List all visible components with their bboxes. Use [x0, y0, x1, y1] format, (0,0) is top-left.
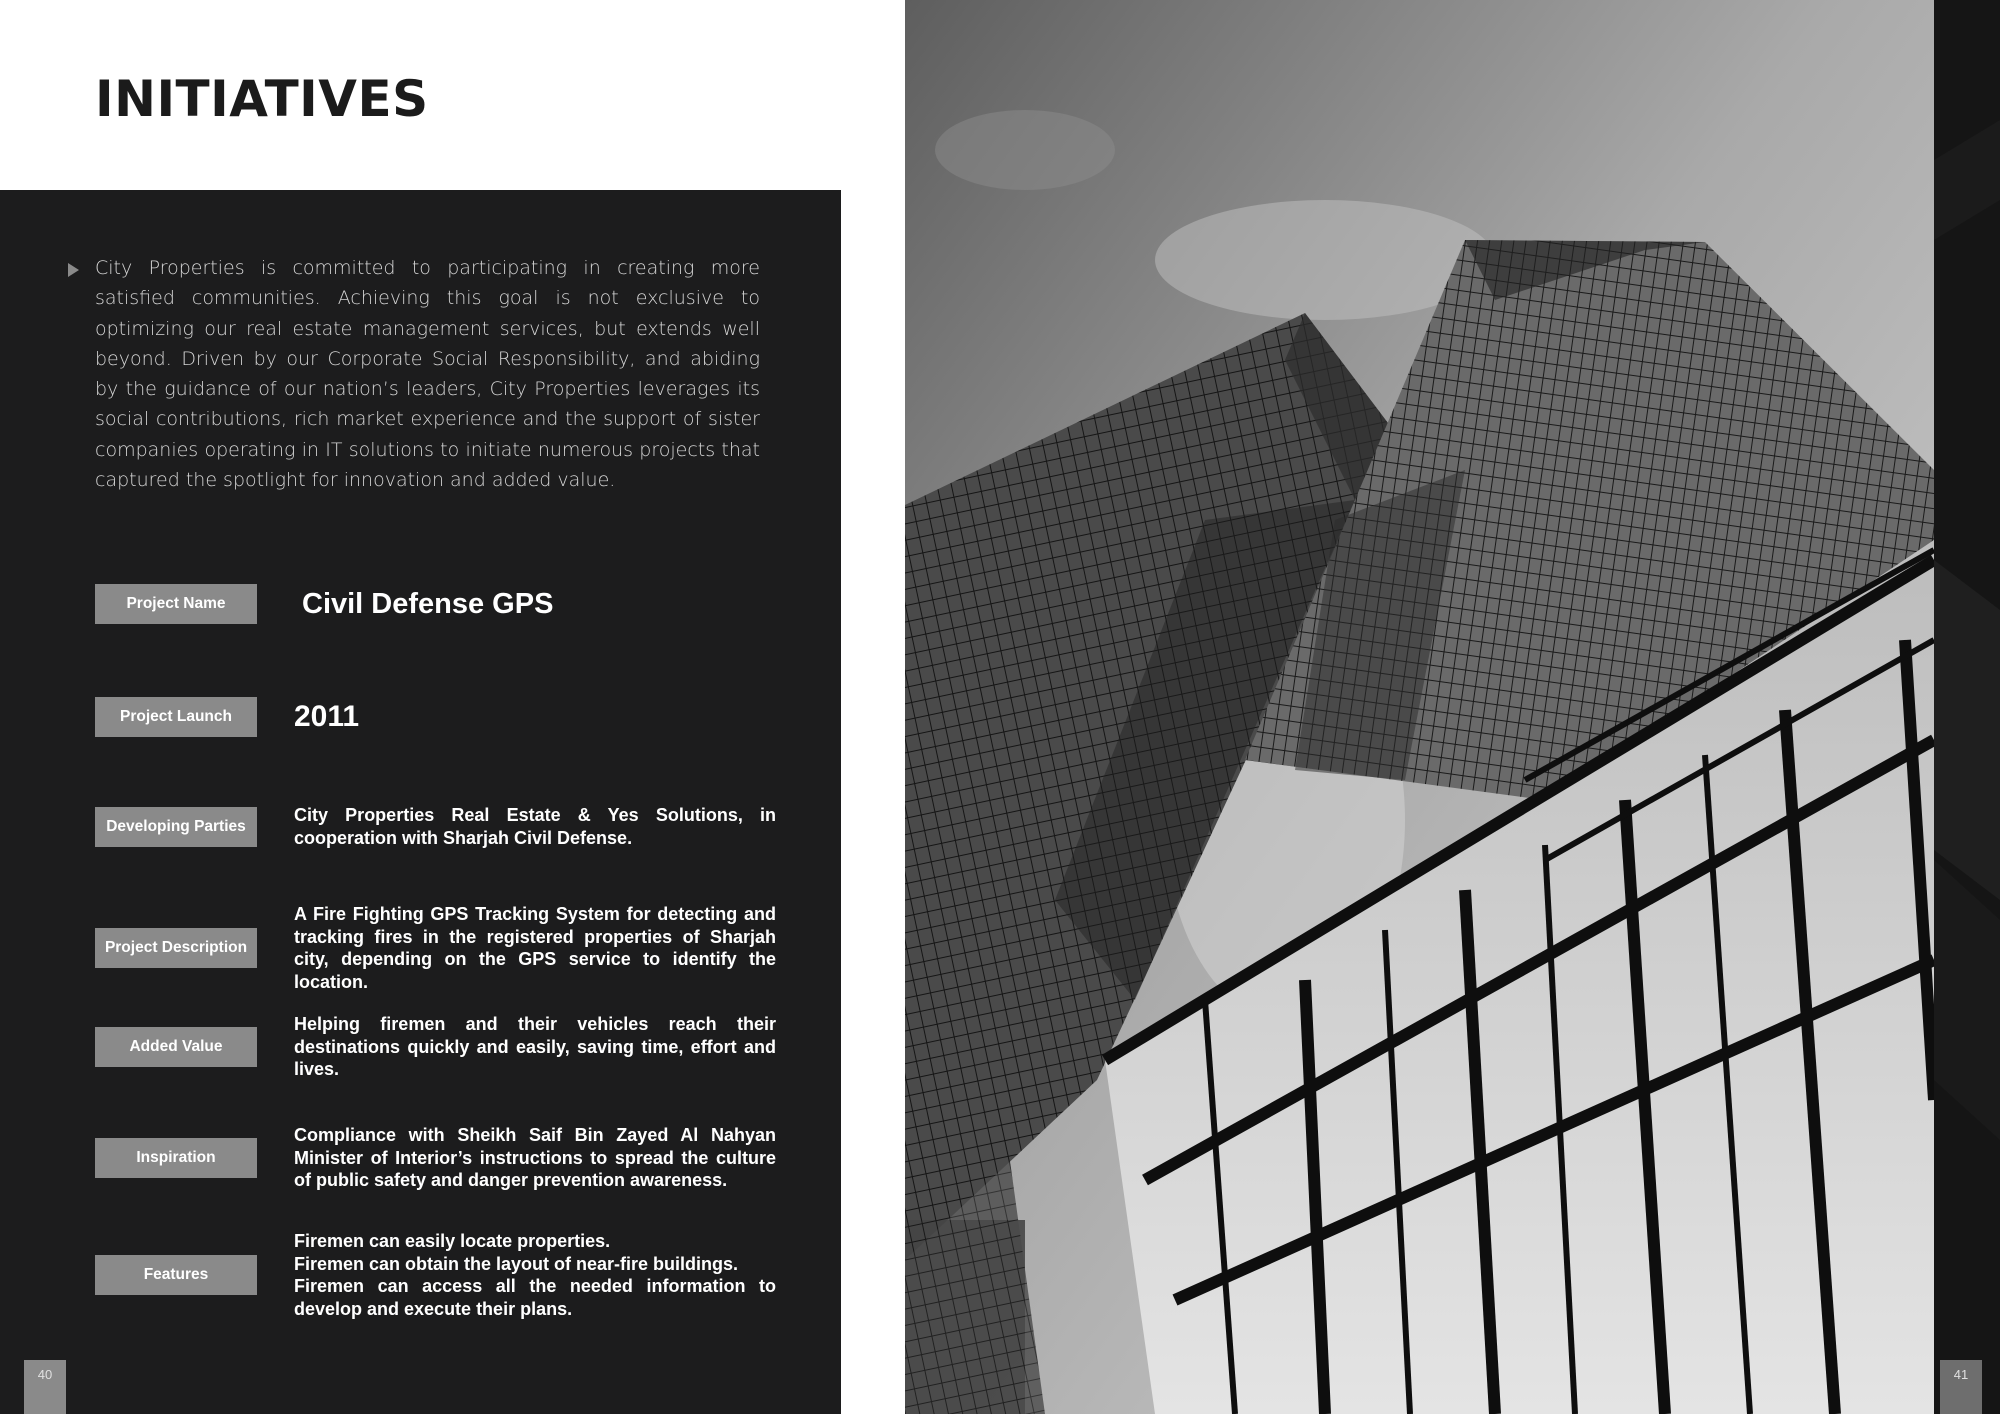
label-developing-parties: Developing Parties [95, 807, 257, 847]
triangle-bullet-icon [68, 263, 79, 277]
row-developing-parties [95, 804, 777, 849]
right-edge-strip [1934, 0, 2000, 1414]
page-number-left: 40 [24, 1360, 66, 1414]
label-project-description: Project Description [95, 928, 257, 968]
feature-line: Firemen can access all the needed information to develop and execute their plans. [294, 1276, 776, 1319]
row-inspiration [95, 1124, 777, 1192]
label-inspiration: Inspiration [95, 1138, 257, 1178]
row-project-name [95, 584, 777, 624]
intro-paragraph: City Properties is committed to participating in creating more satisfied communities. Achieving this goal is not exclusive to optimizing our real estate management services, but extends well beyond. Driven by our Corporate Social Responsibility, and abiding by the guidance of our nation’s leaders, City Properties leverages its social contributions, rich market experience and the support of sister companies operating in IT solutions to initiate numerous projects that captured the spotlight for innovation and added value. [95, 257, 760, 492]
row-project-description [95, 903, 777, 993]
page-title: INITIATIVES [95, 70, 429, 128]
value-features [294, 1230, 776, 1320]
feature-line: Firemen can easily locate properties. [294, 1231, 611, 1251]
label-features: Features [95, 1255, 257, 1295]
value-project-description: A Fire Fighting GPS Tracking System for detecting and tracking fires in the registered properties of Sharjah city, depending on the GPS service to identify the location. [294, 904, 776, 992]
page-number-right: 41 [1940, 1360, 1982, 1414]
row-features [95, 1230, 777, 1320]
value-added-value: Helping firemen and their vehicles reach their destinations quickly and easily, saving time, effort and lives. [294, 1014, 776, 1079]
label-project-launch: Project Launch [95, 697, 257, 737]
value-project-name: Civil Defense GPS [302, 588, 554, 620]
label-project-name: Project Name [95, 584, 257, 624]
value-inspiration: Compliance with Sheikh Saif Bin Zayed Al Nahyan Minister of Interior’s instructions to spread the culture of public safety and danger prevention awareness. [294, 1125, 776, 1190]
row-project-launch [95, 697, 777, 737]
value-project-launch: 2011 [294, 700, 360, 733]
label-added-value: Added Value [95, 1027, 257, 1067]
feature-line: Firemen can obtain the layout of near-fire buildings. [294, 1253, 739, 1274]
skyscraper-photo [905, 0, 1934, 1414]
row-added-value [95, 1013, 777, 1081]
value-developing-parties: City Properties Real Estate & Yes Solutions, in cooperation with Sharjah Civil Defense. [294, 805, 776, 848]
